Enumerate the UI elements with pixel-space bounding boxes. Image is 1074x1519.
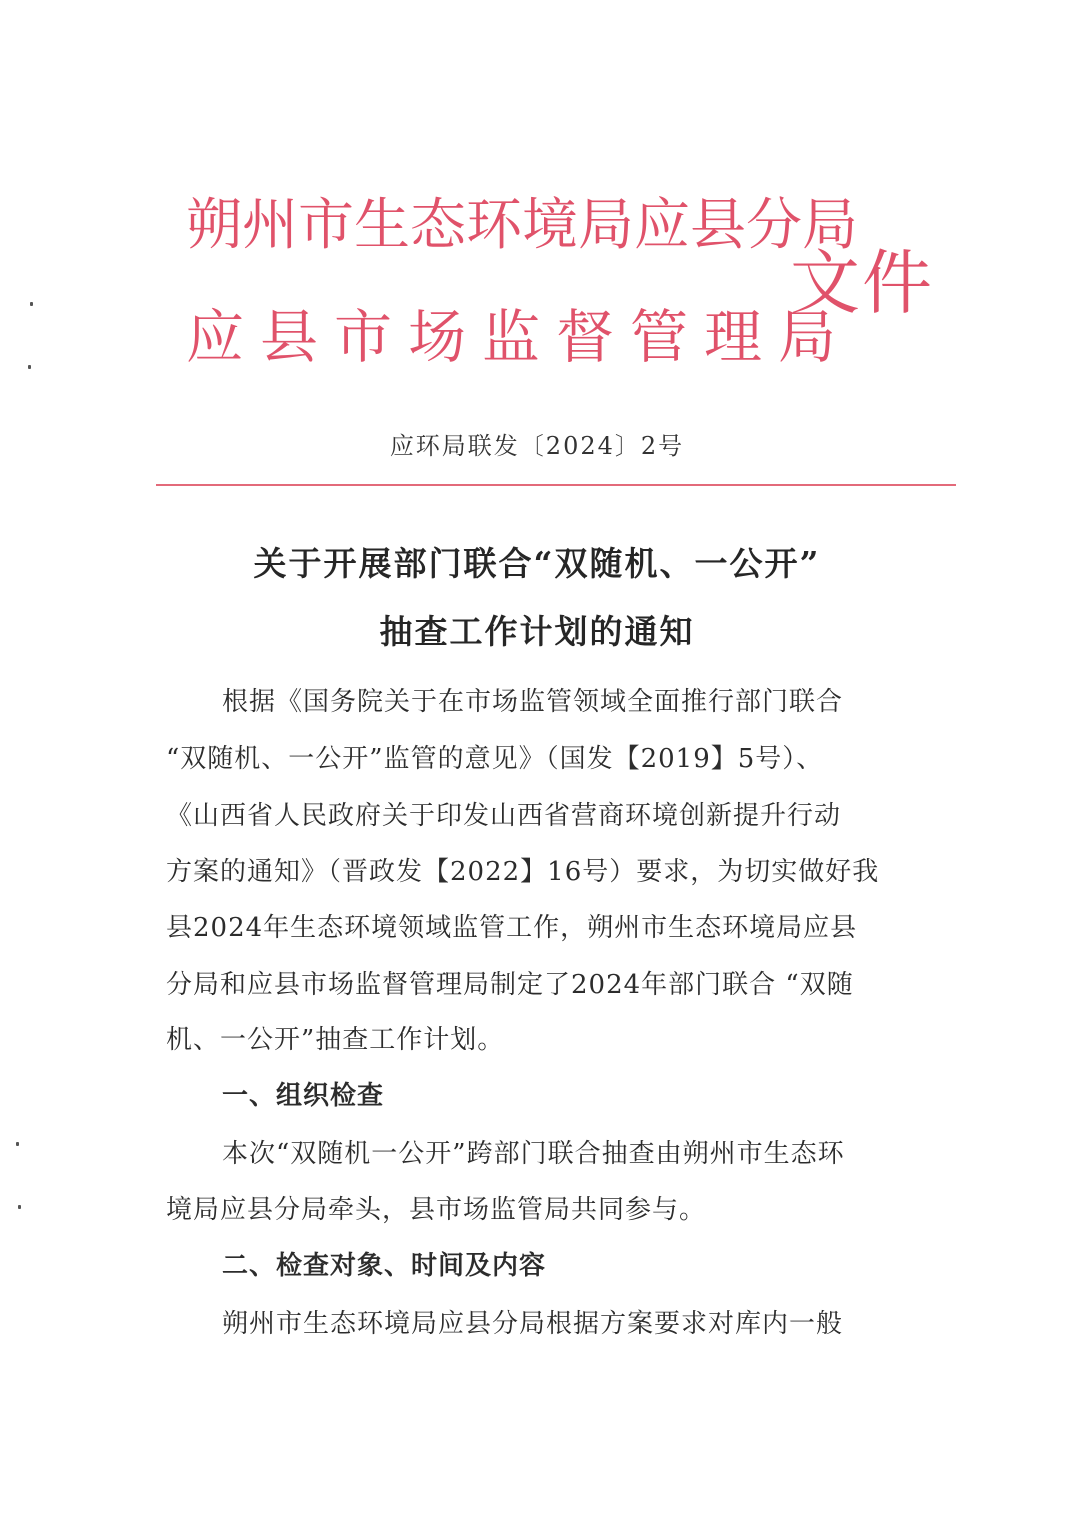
- section-heading-1: 一、组织检查: [222, 1081, 385, 1111]
- issuer-name-line-1: 朔州市生态环境局应县分局: [186, 193, 858, 258]
- body-line: 根据《国务院关于在市场监管领域全面推行部门联合: [222, 687, 844, 717]
- scan-speck: [30, 302, 33, 306]
- document-title-line-2: 抽查工作计划的通知: [379, 612, 695, 651]
- body-line: 本次“双随机一公开”跨部门联合抽查由朔州市生态环: [222, 1139, 845, 1169]
- body-line: 《山西省人民政府关于印发山西省营商环境创新提升行动: [166, 801, 842, 831]
- body-line: 县2024年生态环境领域监管工作，朔州市生态环境局应县: [166, 913, 858, 943]
- scan-speck: [18, 1205, 21, 1209]
- issuer-name-line-2: 应县市场监督管理局: [186, 303, 853, 371]
- scan-speck: [16, 1142, 19, 1146]
- body-line: 朔州市生态环境局应县分局根据方案要求对库内一般: [222, 1309, 844, 1339]
- body-line: 方案的通知》（晋政发【2022】16号）要求，为切实做好我: [166, 857, 880, 887]
- document-type-word: 文件: [790, 242, 934, 324]
- body-line: 境局应县分局牵头，县市场监管局共同参与。: [166, 1195, 707, 1225]
- red-separator-rule: [156, 484, 956, 486]
- body-line: 分局和应县市场监督管理局制定了2024年部门联合 “双随: [166, 970, 854, 1000]
- body-line: 机、一公开”抽查工作计划。: [166, 1025, 505, 1055]
- document-number: 应环局联发〔2024〕2号: [389, 432, 685, 460]
- section-heading-2: 二、检查对象、时间及内容: [222, 1251, 547, 1281]
- document-title-line-1: 关于开展部门联合“双随机、一公开”: [253, 544, 821, 583]
- scan-speck: [28, 365, 31, 369]
- body-line: “双随机、一公开”监管的意见》（国发【2019】5号）、: [166, 744, 824, 774]
